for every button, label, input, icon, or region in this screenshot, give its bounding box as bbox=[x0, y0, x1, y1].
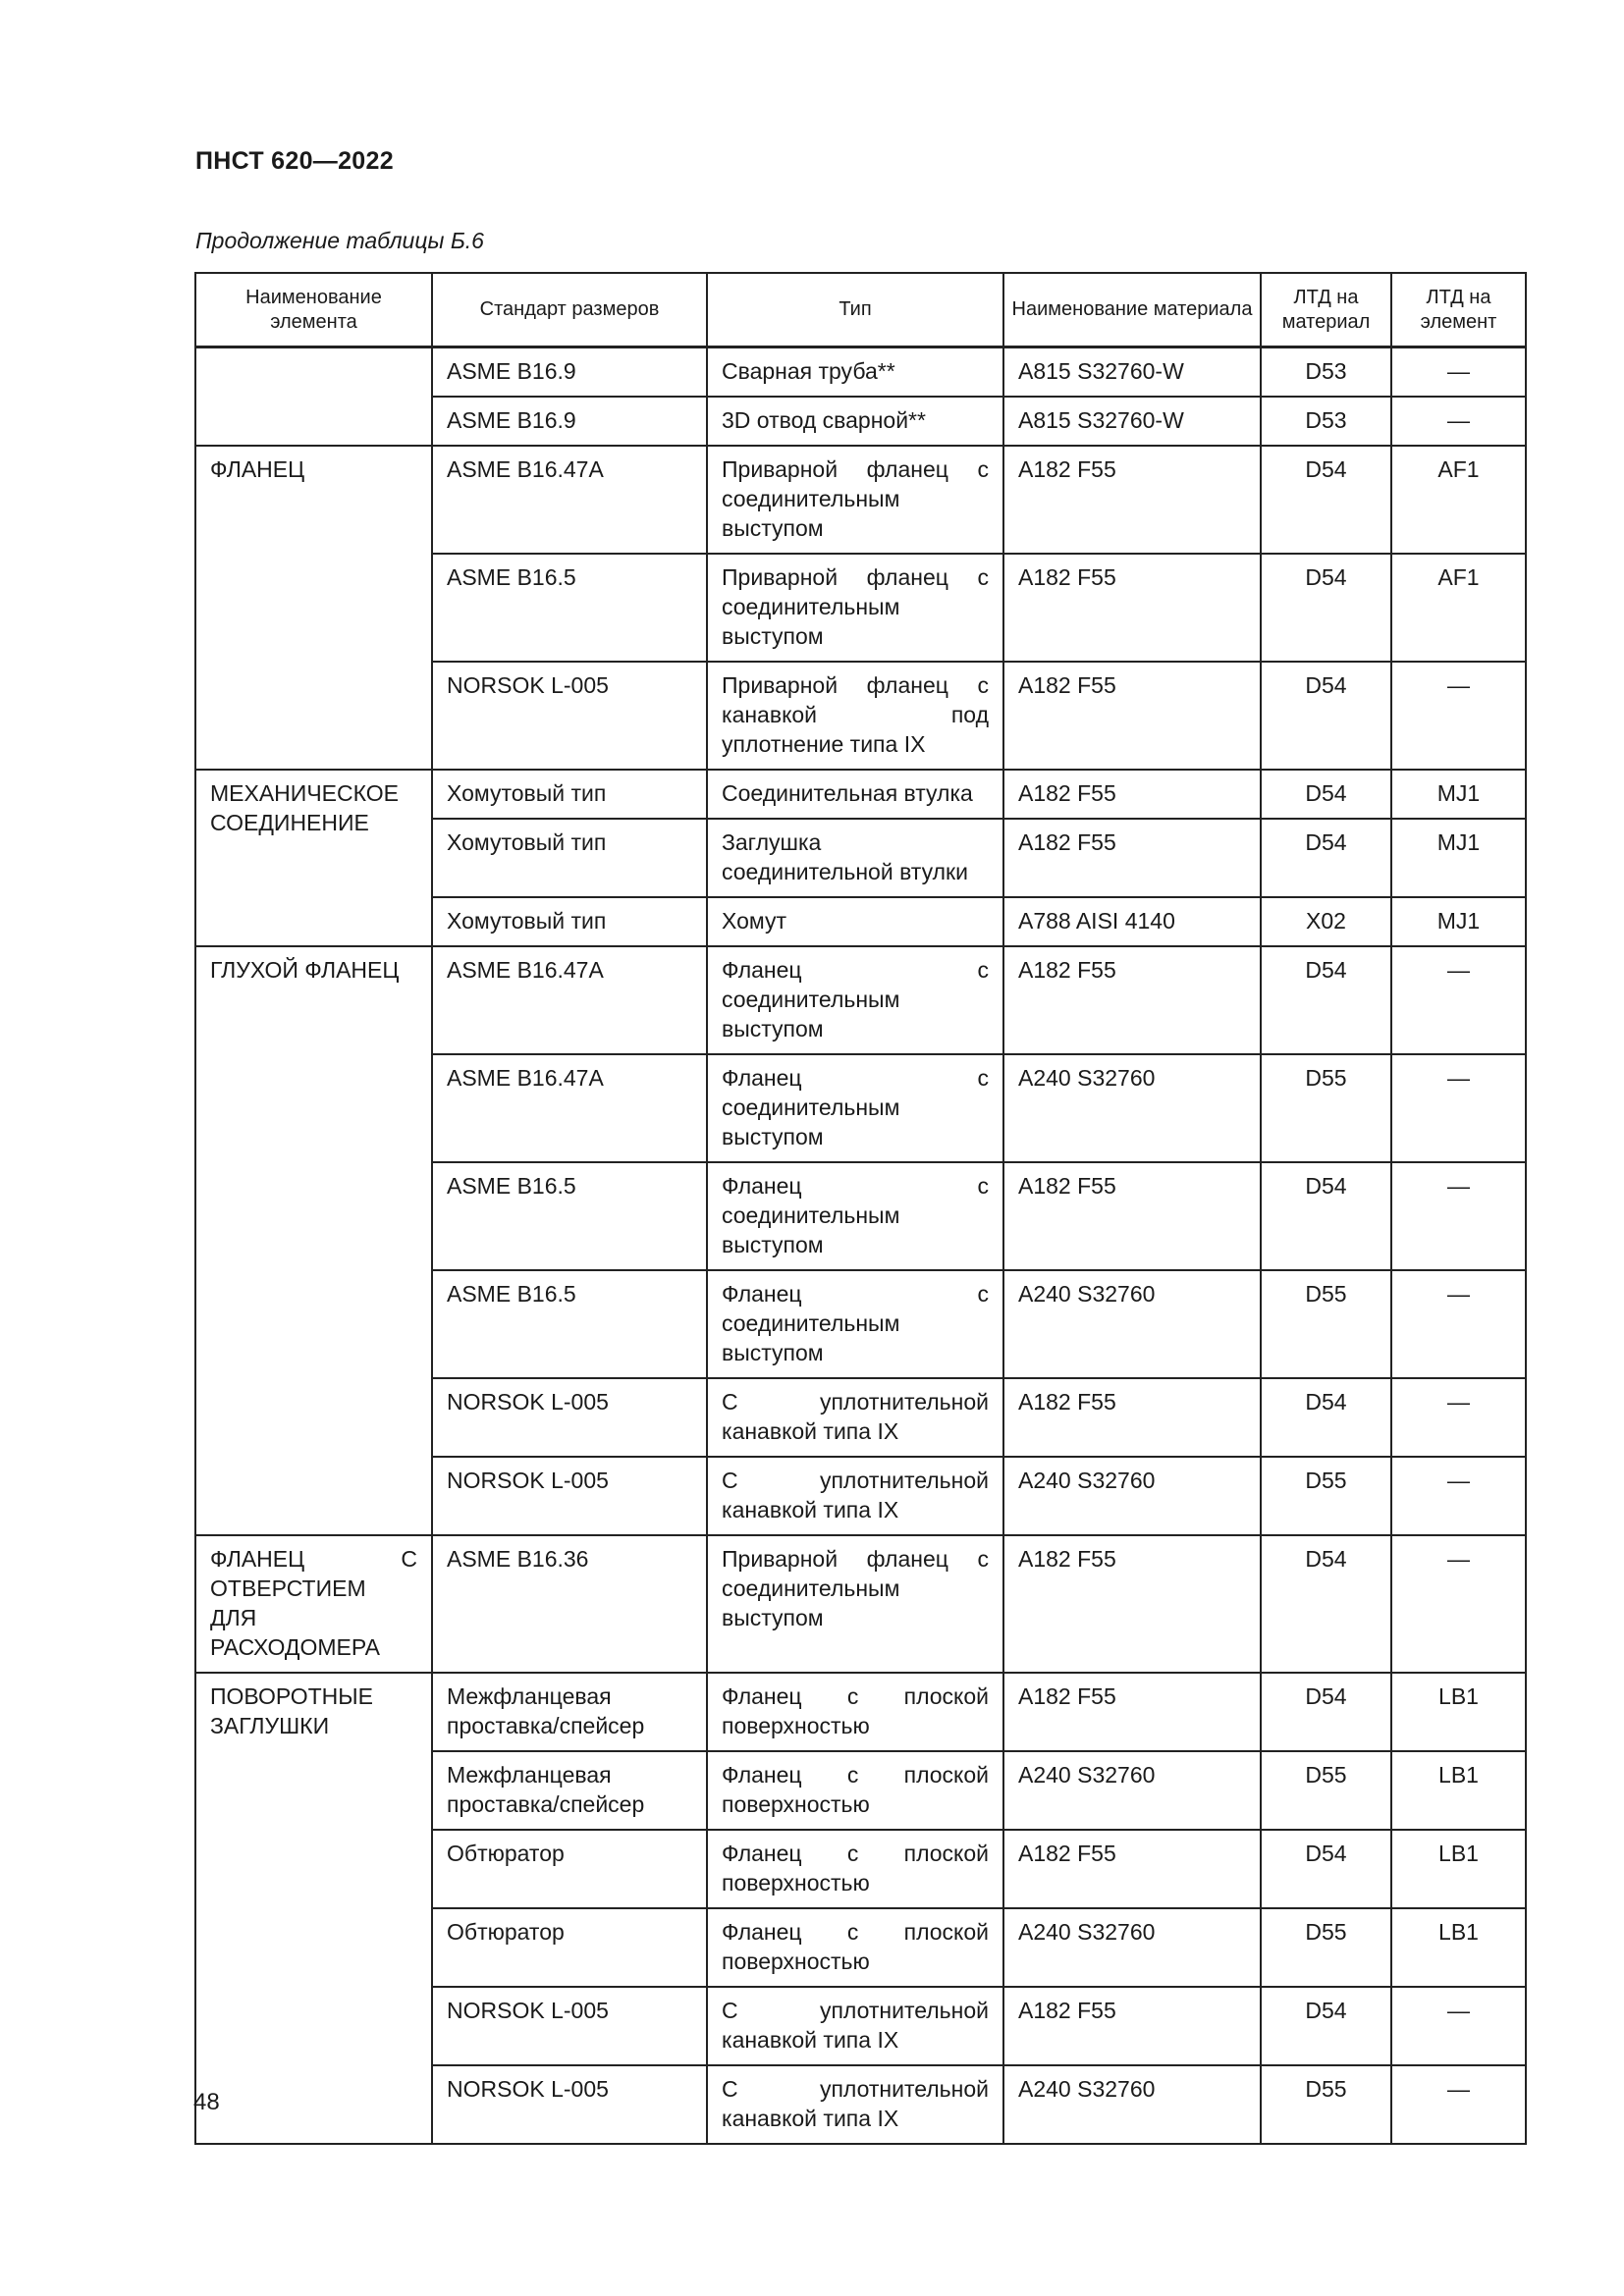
size-standard-cell: NORSOK L-005 bbox=[432, 1378, 707, 1457]
type-cell: Фланец с соединительным выступом bbox=[707, 1162, 1003, 1270]
element-name-cell bbox=[195, 347, 432, 447]
material-ltd-cell: D55 bbox=[1261, 2065, 1391, 2144]
type-cell: Хомут bbox=[707, 897, 1003, 946]
material-cell: A815 S32760-W bbox=[1003, 347, 1261, 398]
element-ltd-cell: LB1 bbox=[1391, 1673, 1526, 1751]
size-standard-cell: Обтюратор bbox=[432, 1830, 707, 1908]
element-ltd-cell: MJ1 bbox=[1391, 897, 1526, 946]
table-row bbox=[195, 446, 1526, 554]
material-cell: A182 F55 bbox=[1003, 554, 1261, 662]
type-cell: Соединительная втулка bbox=[707, 770, 1003, 819]
element-ltd-cell: — bbox=[1391, 2065, 1526, 2144]
size-standard-cell: Хомутовый тип bbox=[432, 897, 707, 946]
element-name-cell: ПОВОРОТНЫЕ ЗАГЛУШКИ bbox=[195, 1673, 432, 2144]
size-standard-cell: NORSOK L-005 bbox=[432, 1987, 707, 2065]
material-ltd-cell: D54 bbox=[1261, 1378, 1391, 1457]
size-standard-cell: Хомутовый тип bbox=[432, 770, 707, 819]
type-cell: Фланец с плоской поверхностью bbox=[707, 1830, 1003, 1908]
material-cell: A182 F55 bbox=[1003, 1830, 1261, 1908]
material-cell: A182 F55 bbox=[1003, 770, 1261, 819]
size-standard-cell: ASME B16.47A bbox=[432, 1054, 707, 1162]
table-header-row bbox=[195, 273, 1526, 347]
material-cell: A182 F55 bbox=[1003, 1378, 1261, 1457]
element-ltd-cell: — bbox=[1391, 946, 1526, 1054]
table-row bbox=[195, 1535, 1526, 1673]
type-cell: 3D отвод сварной** bbox=[707, 397, 1003, 446]
element-ltd-cell: — bbox=[1391, 397, 1526, 446]
column-header: Наименование материала bbox=[1003, 273, 1261, 347]
type-cell: С уплотнительной канавкой типа IX bbox=[707, 1378, 1003, 1457]
element-ltd-cell: — bbox=[1391, 1378, 1526, 1457]
element-ltd-cell: LB1 bbox=[1391, 1830, 1526, 1908]
size-standard-cell: Хомутовый тип bbox=[432, 819, 707, 897]
element-ltd-cell: — bbox=[1391, 1535, 1526, 1673]
table-row bbox=[195, 347, 1526, 398]
element-ltd-cell: AF1 bbox=[1391, 554, 1526, 662]
type-cell: Фланец с плоской поверхностью bbox=[707, 1673, 1003, 1751]
column-header: Стандарт размеров bbox=[432, 273, 707, 347]
material-cell: A182 F55 bbox=[1003, 446, 1261, 554]
table-row bbox=[195, 946, 1526, 1054]
material-ltd-cell: D55 bbox=[1261, 1457, 1391, 1535]
column-header: Тип bbox=[707, 273, 1003, 347]
element-ltd-cell: MJ1 bbox=[1391, 770, 1526, 819]
material-cell: A788 AISI 4140 bbox=[1003, 897, 1261, 946]
material-cell: A240 S32760 bbox=[1003, 1054, 1261, 1162]
material-cell: A182 F55 bbox=[1003, 1987, 1261, 2065]
material-cell: A182 F55 bbox=[1003, 1535, 1261, 1673]
material-ltd-cell: D54 bbox=[1261, 1162, 1391, 1270]
type-cell: Заглушка соединительной втулки bbox=[707, 819, 1003, 897]
material-ltd-cell: D55 bbox=[1261, 1908, 1391, 1987]
size-standard-cell: NORSOK L-005 bbox=[432, 1457, 707, 1535]
material-cell: A182 F55 bbox=[1003, 1673, 1261, 1751]
element-ltd-cell: — bbox=[1391, 1987, 1526, 2065]
element-ltd-cell: — bbox=[1391, 662, 1526, 770]
table-row bbox=[195, 770, 1526, 819]
element-ltd-cell: — bbox=[1391, 1162, 1526, 1270]
table-caption: Продолжение таблицы Б.6 bbox=[195, 228, 484, 253]
column-header: ЛТД на элемент bbox=[1391, 273, 1526, 347]
material-cell: A182 F55 bbox=[1003, 1162, 1261, 1270]
material-ltd-cell: D54 bbox=[1261, 1535, 1391, 1673]
element-name-cell: ФЛАНЕЦ С ОТВЕРСТИЕМ ДЛЯ РАСХОДОМЕРА bbox=[195, 1535, 432, 1673]
element-name-cell: МЕХАНИЧЕСКОЕ СОЕДИНЕНИЕ bbox=[195, 770, 432, 946]
column-header: Наименование элемента bbox=[195, 273, 432, 347]
material-cell: A240 S32760 bbox=[1003, 1270, 1261, 1378]
size-standard-cell: Межфланцевая проставка/спейсер bbox=[432, 1751, 707, 1830]
size-standard-cell: Обтюратор bbox=[432, 1908, 707, 1987]
type-cell: Приварной фланец с канавкой под уплотнение типа IX bbox=[707, 662, 1003, 770]
element-ltd-cell: LB1 bbox=[1391, 1751, 1526, 1830]
document-code: ПНСТ 620—2022 bbox=[195, 147, 394, 175]
material-ltd-cell: D54 bbox=[1261, 1987, 1391, 2065]
type-cell: Сварная труба** bbox=[707, 347, 1003, 398]
material-ltd-cell: D54 bbox=[1261, 946, 1391, 1054]
size-standard-cell: ASME B16.5 bbox=[432, 1270, 707, 1378]
element-ltd-cell: — bbox=[1391, 1270, 1526, 1378]
material-ltd-cell: X02 bbox=[1261, 897, 1391, 946]
type-cell: Приварной фланец с соединительным выступом bbox=[707, 1535, 1003, 1673]
material-cell: A182 F55 bbox=[1003, 946, 1261, 1054]
material-ltd-cell: D54 bbox=[1261, 446, 1391, 554]
size-standard-cell: NORSOK L-005 bbox=[432, 662, 707, 770]
material-ltd-cell: D54 bbox=[1261, 819, 1391, 897]
material-ltd-cell: D53 bbox=[1261, 347, 1391, 398]
element-ltd-cell: LB1 bbox=[1391, 1908, 1526, 1987]
size-standard-cell: NORSOK L-005 bbox=[432, 2065, 707, 2144]
type-cell: С уплотнительной канавкой типа IX bbox=[707, 2065, 1003, 2144]
material-cell: A240 S32760 bbox=[1003, 2065, 1261, 2144]
type-cell: С уплотнительной канавкой типа IX bbox=[707, 1987, 1003, 2065]
material-ltd-cell: D54 bbox=[1261, 770, 1391, 819]
column-header: ЛТД на материал bbox=[1261, 273, 1391, 347]
element-ltd-cell: — bbox=[1391, 347, 1526, 398]
material-ltd-cell: D55 bbox=[1261, 1270, 1391, 1378]
element-ltd-cell: AF1 bbox=[1391, 446, 1526, 554]
type-cell: Приварной фланец с соединительным выступом bbox=[707, 446, 1003, 554]
size-standard-cell: ASME B16.9 bbox=[432, 397, 707, 446]
material-cell: A815 S32760-W bbox=[1003, 397, 1261, 446]
material-ltd-cell: D55 bbox=[1261, 1054, 1391, 1162]
element-name-cell: ФЛАНЕЦ bbox=[195, 446, 432, 770]
element-name-cell: ГЛУХОЙ ФЛАНЕЦ bbox=[195, 946, 432, 1535]
size-standard-cell: ASME B16.5 bbox=[432, 554, 707, 662]
size-standard-cell: ASME B16.47A bbox=[432, 946, 707, 1054]
material-cell: A240 S32760 bbox=[1003, 1457, 1261, 1535]
element-ltd-cell: — bbox=[1391, 1054, 1526, 1162]
specification-table bbox=[194, 272, 1527, 2145]
type-cell: С уплотнительной канавкой типа IX bbox=[707, 1457, 1003, 1535]
type-cell: Фланец с соединительным выступом bbox=[707, 1270, 1003, 1378]
material-cell: A240 S32760 bbox=[1003, 1908, 1261, 1987]
element-ltd-cell: MJ1 bbox=[1391, 819, 1526, 897]
type-cell: Фланец с плоской поверхностью bbox=[707, 1908, 1003, 1987]
size-standard-cell: ASME B16.36 bbox=[432, 1535, 707, 1673]
material-cell: A182 F55 bbox=[1003, 819, 1261, 897]
material-ltd-cell: D55 bbox=[1261, 1751, 1391, 1830]
type-cell: Фланец с соединительным выступом bbox=[707, 946, 1003, 1054]
material-ltd-cell: D53 bbox=[1261, 397, 1391, 446]
size-standard-cell: ASME B16.9 bbox=[432, 347, 707, 398]
type-cell: Фланец с соединительным выступом bbox=[707, 1054, 1003, 1162]
material-ltd-cell: D54 bbox=[1261, 1673, 1391, 1751]
material-cell: A182 F55 bbox=[1003, 662, 1261, 770]
element-ltd-cell: — bbox=[1391, 1457, 1526, 1535]
material-cell: A240 S32760 bbox=[1003, 1751, 1261, 1830]
type-cell: Приварной фланец с соединительным выступом bbox=[707, 554, 1003, 662]
table-body bbox=[195, 347, 1526, 2145]
material-ltd-cell: D54 bbox=[1261, 554, 1391, 662]
table-row bbox=[195, 1673, 1526, 1751]
type-cell: Фланец с плоской поверхностью bbox=[707, 1751, 1003, 1830]
material-ltd-cell: D54 bbox=[1261, 662, 1391, 770]
size-standard-cell: ASME B16.47A bbox=[432, 446, 707, 554]
size-standard-cell: ASME B16.5 bbox=[432, 1162, 707, 1270]
material-ltd-cell: D54 bbox=[1261, 1830, 1391, 1908]
size-standard-cell: Межфланцевая проставка/спейсер bbox=[432, 1673, 707, 1751]
page-number: 48 bbox=[193, 2089, 220, 2115]
